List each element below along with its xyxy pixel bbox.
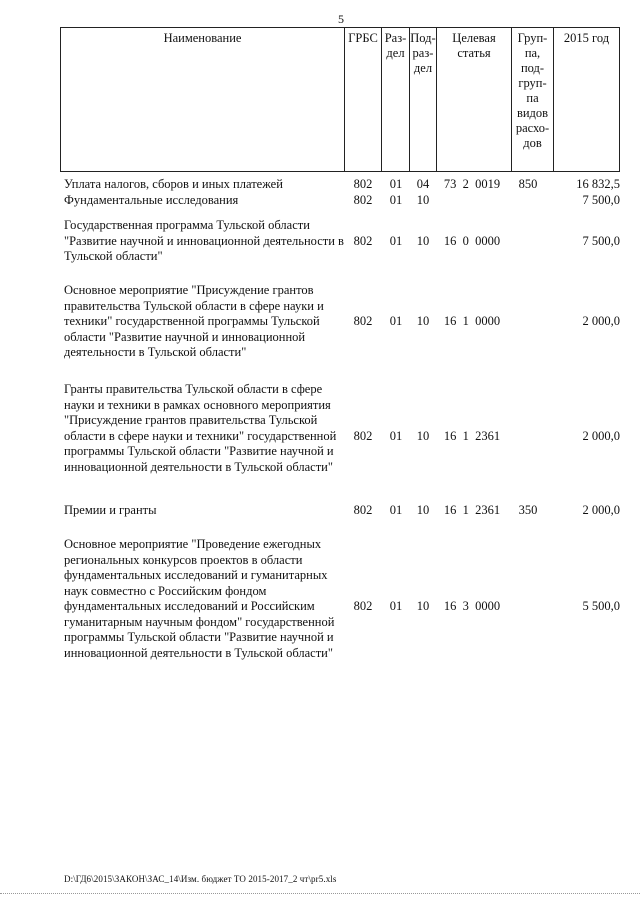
row-podrazdel: 04 — [416, 177, 430, 191]
row-razdel: 01 — [389, 503, 403, 517]
header-celevaya: Целевая статья — [436, 28, 511, 171]
row-sum: 7 500,0 — [582, 193, 620, 207]
row-celevaya: 16 0 0000 — [443, 233, 501, 248]
row-celevaya: 16 1 2361 — [443, 429, 501, 443]
row-celevaya: 16 1 0000 — [443, 314, 501, 328]
row-podrazdel: 10 — [416, 314, 430, 328]
row-sum: 7 500,0 — [582, 233, 620, 248]
row-razdel: 01 — [389, 429, 403, 443]
row-celevaya: 16 3 0000 — [443, 599, 501, 613]
header-grbs: ГРБС — [344, 28, 381, 171]
row-name: Основное мероприятие "Присуждение грантов правительства Тульской области в сфере науки и техники" государственной программы Тульской области "Развитие научной и инновационной деятельности в Тульской области" — [64, 283, 324, 359]
row-grbs: 802 — [353, 314, 373, 328]
header-razdel: Раз- дел — [381, 28, 409, 171]
row-razdel: 01 — [389, 314, 403, 328]
row-name: Премии и гранты — [64, 503, 157, 517]
row-grbs: 802 — [353, 429, 373, 443]
page-number: 5 — [338, 12, 344, 26]
row-sum: 2 000,0 — [582, 429, 620, 443]
row-name: Основное мероприятие "Проведение ежегодных региональных конкурсов проектов в области фундаментальных исследований и гуманитарных наук совместно с Российским фондом фундаментальных исследований и Российским гуманитарным научным фондом" государственной программы Тульской области "Развитие научной и инновационной деятельности в Тульской области" — [64, 537, 335, 660]
row-celevaya: 16 1 2361 — [443, 503, 501, 517]
file-path-footer: D:\ГД6\2015\ЗАКОН\ЗАС_14\Изм. бюджет ТО 2015-2017_2 чт\pr5.xls — [64, 874, 337, 884]
row-podrazdel: 10 — [416, 599, 430, 613]
header-vid: Груп- па, под- груп- па видов расхо- дов — [511, 28, 553, 171]
row-grbs: 802 — [353, 503, 373, 517]
row-razdel: 01 — [389, 233, 403, 248]
row-grbs: 802 — [353, 177, 373, 191]
row-sum: 16 832,5 — [576, 177, 620, 191]
row-name: Гранты правительства Тульской области в сфере науки и техники в рамках основного мероприятия "Присуждение грантов правительства Тульской области в сфере науки и техники" государственной программы Тульской области "Развитие научной и инновационной деятельности в Тульской области" — [64, 382, 337, 474]
table-header — [60, 27, 620, 172]
row-podrazdel: 10 — [416, 233, 430, 248]
row-podrazdel: 10 — [416, 193, 430, 207]
row-razdel: 01 — [389, 177, 403, 191]
row-grbs: 802 — [353, 193, 373, 207]
row-razdel: 01 — [389, 599, 403, 613]
row-podrazdel: 10 — [416, 503, 430, 517]
row-razdel: 01 — [389, 193, 403, 207]
header-name: Наименование — [163, 31, 242, 45]
row-name: Государственная программа Тульской области "Развитие научной и инновационной деятельности в Тульской области" — [64, 218, 344, 263]
row-sum: 2 000,0 — [582, 503, 620, 517]
row-sum: 2 000,0 — [582, 314, 620, 328]
header-podrazdel: Под- раз- дел — [409, 28, 436, 171]
row-vid: 350 — [518, 503, 538, 517]
row-celevaya: 73 2 0019 — [443, 177, 501, 191]
scan-edge-line — [0, 893, 640, 895]
header-year: 2015 год — [553, 28, 619, 171]
row-grbs: 802 — [353, 599, 373, 613]
row-name: Уплата налогов, сборов и иных платежей — [64, 177, 283, 191]
row-podrazdel: 10 — [416, 429, 430, 443]
row-name: Фундаментальные исследования — [64, 193, 239, 207]
row-grbs: 802 — [353, 233, 373, 248]
row-vid: 850 — [518, 177, 538, 191]
row-sum: 5 500,0 — [582, 599, 620, 613]
